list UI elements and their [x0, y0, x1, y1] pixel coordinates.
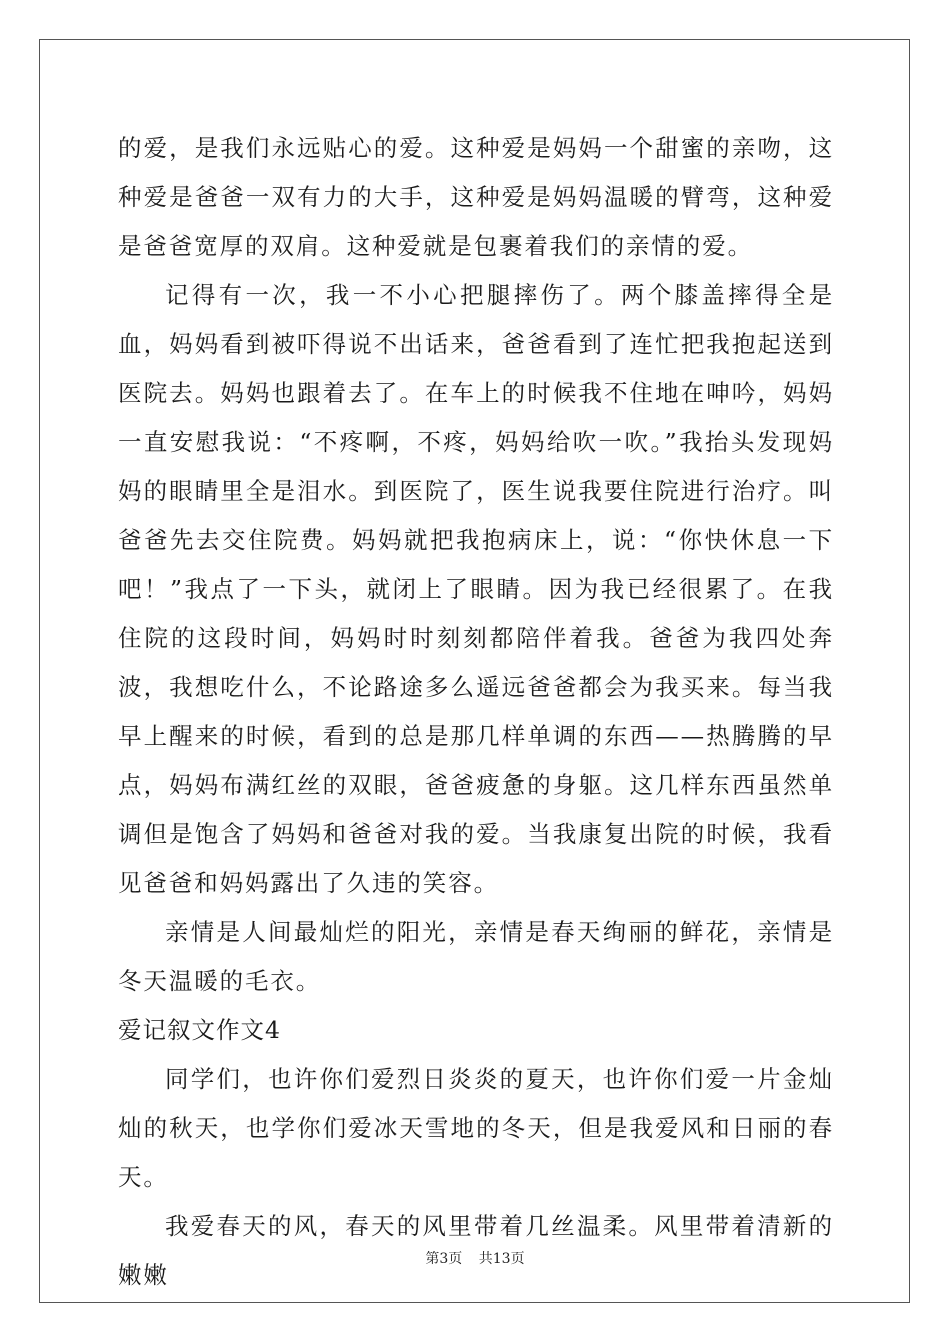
paragraph: 我爱春天的风，春天的风里带着几丝温柔。风里带着清新的嫩嫩: [118, 1212, 834, 1289]
paragraph: 的爱，是我们永远贴心的爱。这种爱是妈妈一个甜蜜的亲吻，这种爱是爸爸一双有力的大手，这种爱是妈妈温暖的臂弯，这种爱是爸爸宽厚的双肩。这种爱就是包裹着我们的亲情的爱。: [118, 134, 834, 260]
page-total: 共13页: [478, 1251, 525, 1267]
page-footer: [0, 1248, 950, 1268]
page-number: 第3页: [425, 1251, 463, 1267]
section-heading: 爱记叙文作文4: [118, 1016, 281, 1044]
paragraph: 记得有一次，我一不小心把腿摔伤了。两个膝盖摔得全是血，妈妈看到被吓得说不出话来，爸爸看到了连忙把我抱起送到医院去。妈妈也跟着去了。在车上的时候我不住地在呻吟，妈妈一直安慰我说：“不疼啊，不疼，妈妈给吹一吹。”我抬头发现妈妈的眼睛里全是泪水。到医院了，医生说我要住院进行治疗。叫爸爸先去交住院费。妈妈就把我抱病床上，说：“你快休息一下吧！”我点了一下头，就闭上了眼睛。因为我已经很累了。在我住院的这段时间，妈妈时时刻刻都陪伴着我。爸爸为我四处奔波，我想吃什么，不论路途多么遥远爸爸都会为我买来。每当我早上醒来的时候，看到的总是那几样单调的东西——热腾腾的早点，妈妈布满红丝的双眼，爸爸疲惫的身躯。这几样东西虽然单调但是饱含了妈妈和爸爸对我的爱。当我康复出院的时候，我看见爸爸和妈妈露出了久违的笑容。: [118, 281, 834, 897]
paragraph: 同学们，也许你们爱烈日炎炎的夏天，也许你们爱一片金灿灿的秋天，也学你们爱冰天雪地的冬天，但是我爱风和日丽的春天。: [118, 1065, 834, 1191]
document-body: [118, 124, 834, 1300]
paragraph: 亲情是人间最灿烂的阳光，亲情是春天绚丽的鲜花，亲情是冬天温暖的毛衣。: [118, 918, 834, 995]
